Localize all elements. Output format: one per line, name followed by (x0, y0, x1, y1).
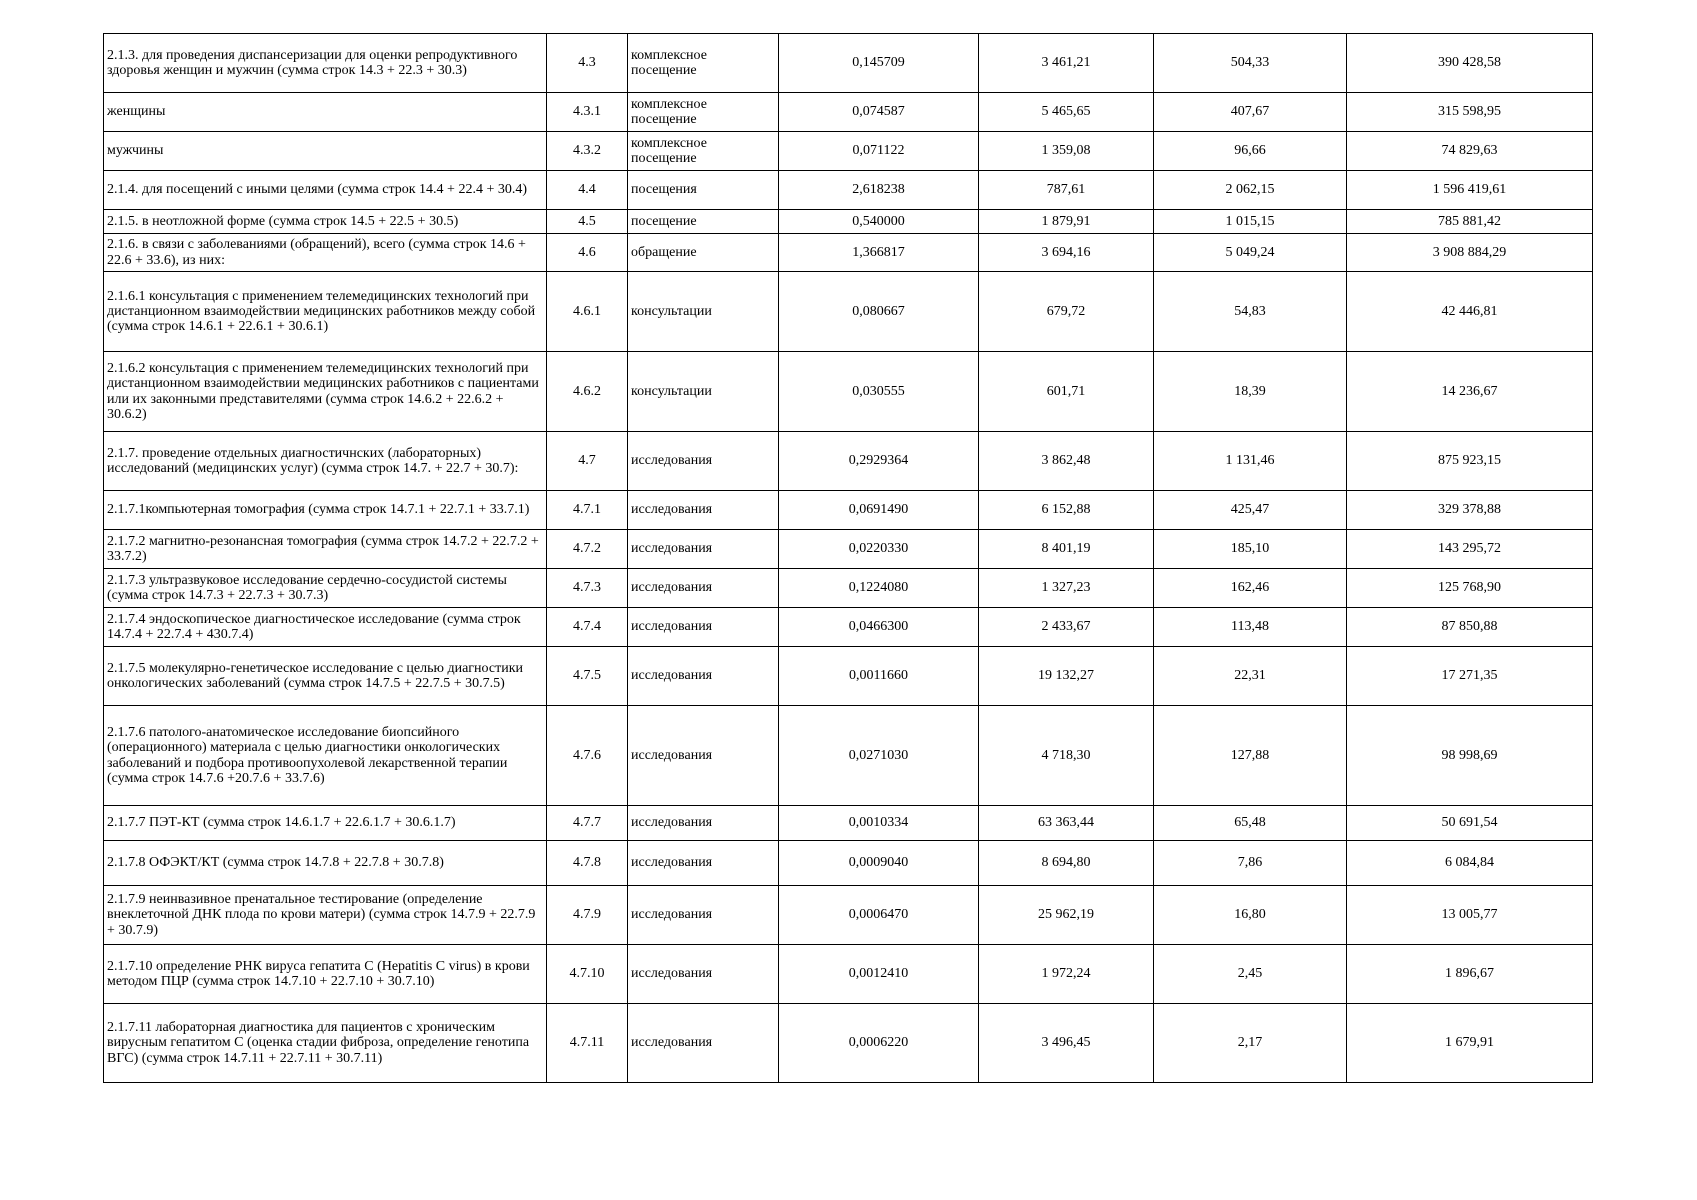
service-name-cell: 2.1.7.5 молекулярно-генетическое исследование с целью диагностики онкологических заболеваний (сумма строк 14.7.5 + 22.7.5 + 30.7.5) (104, 647, 547, 706)
norm-value-cell: 0,080667 (779, 272, 979, 352)
unit-cost-cell: 3 496,45 (979, 1004, 1154, 1083)
service-name-cell: 2.1.6.2 консультация с применением телемедицинских технологий при дистанционном взаимодействии медицинских работников с пациентами или их законными представителями (сумма строк 14.6.2 + 22.6.2 + 30.6.2) (104, 352, 547, 432)
table-row (104, 886, 1593, 945)
per-capita-cell: 407,67 (1154, 93, 1347, 132)
row-number-cell: 4.7.8 (547, 841, 628, 886)
service-name-cell: 2.1.7.9 неинвазивное пренатальное тестирование (определение внеклеточной ДНК плода по крови матери) (сумма строк 14.7.9 + 22.7.9 + 30.7.9) (104, 886, 547, 945)
unit-cost-cell: 8 694,80 (979, 841, 1154, 886)
norm-value-cell: 2,618238 (779, 171, 979, 210)
row-number-cell: 4.7.1 (547, 491, 628, 530)
unit-cell: исследования (628, 491, 779, 530)
total-cost-cell: 143 295,72 (1347, 530, 1593, 569)
total-cost-cell: 74 829,63 (1347, 132, 1593, 171)
norm-value-cell: 0,0012410 (779, 945, 979, 1004)
total-cost-cell: 17 271,35 (1347, 647, 1593, 706)
table-row (104, 171, 1593, 210)
total-cost-cell: 98 998,69 (1347, 706, 1593, 806)
norm-value-cell: 0,0006220 (779, 1004, 979, 1083)
table-row (104, 530, 1593, 569)
row-number-cell: 4.7.5 (547, 647, 628, 706)
unit-cost-cell: 3 862,48 (979, 432, 1154, 491)
service-name-cell: 2.1.7.11 лабораторная диагностика для пациентов с хроническим вирусным гепатитом С (оценка стадии фиброза, определение генотипа ВГС) (сумма строк 14.7.11 + 22.7.11 + 30.7.11) (104, 1004, 547, 1083)
unit-cost-cell: 679,72 (979, 272, 1154, 352)
per-capita-cell: 1 015,15 (1154, 210, 1347, 234)
unit-cost-cell: 63 363,44 (979, 806, 1154, 841)
norm-value-cell: 0,0466300 (779, 608, 979, 647)
total-cost-cell: 1 896,67 (1347, 945, 1593, 1004)
table-row (104, 210, 1593, 234)
table-body (104, 34, 1593, 1083)
service-name-cell: 2.1.5. в неотложной форме (сумма строк 14.5 + 22.5 + 30.5) (104, 210, 547, 234)
row-number-cell: 4.6.2 (547, 352, 628, 432)
table-row (104, 491, 1593, 530)
per-capita-cell: 18,39 (1154, 352, 1347, 432)
unit-cell: посещение (628, 210, 779, 234)
service-name-cell: 2.1.7.2 магнитно-резонансная томография (сумма строк 14.7.2 + 22.7.2 + 33.7.2) (104, 530, 547, 569)
row-number-cell: 4.7.6 (547, 706, 628, 806)
total-cost-cell: 390 428,58 (1347, 34, 1593, 93)
unit-cell: исследования (628, 886, 779, 945)
unit-cost-cell: 2 433,67 (979, 608, 1154, 647)
unit-cost-cell: 1 359,08 (979, 132, 1154, 171)
per-capita-cell: 425,47 (1154, 491, 1347, 530)
unit-cost-cell: 1 972,24 (979, 945, 1154, 1004)
table-row (104, 569, 1593, 608)
norm-value-cell: 0,0011660 (779, 647, 979, 706)
unit-cell: комплексное посещение (628, 93, 779, 132)
total-cost-cell: 42 446,81 (1347, 272, 1593, 352)
norm-value-cell: 0,074587 (779, 93, 979, 132)
row-number-cell: 4.6.1 (547, 272, 628, 352)
unit-cost-cell: 25 962,19 (979, 886, 1154, 945)
per-capita-cell: 65,48 (1154, 806, 1347, 841)
service-name-cell: 2.1.6.1 консультация с применением телемедицинских технологий при дистанционном взаимодействии медицинских работников между собой (сумма строк 14.6.1 + 22.6.1 + 30.6.1) (104, 272, 547, 352)
unit-cell: исследования (628, 1004, 779, 1083)
total-cost-cell: 1 679,91 (1347, 1004, 1593, 1083)
norm-value-cell: 0,0009040 (779, 841, 979, 886)
service-name-cell: 2.1.7. проведение отдельных диагностичнских (лабораторных) исследований (медицинских услуг) (сумма строк 14.7. + 22.7 + 30.7): (104, 432, 547, 491)
service-name-cell: женщины (104, 93, 547, 132)
table-row (104, 234, 1593, 272)
table-row (104, 647, 1593, 706)
unit-cost-cell: 3 694,16 (979, 234, 1154, 272)
unit-cost-cell: 787,61 (979, 171, 1154, 210)
norm-value-cell: 0,2929364 (779, 432, 979, 491)
unit-cell: исследования (628, 432, 779, 491)
per-capita-cell: 113,48 (1154, 608, 1347, 647)
per-capita-cell: 504,33 (1154, 34, 1347, 93)
row-number-cell: 4.7.9 (547, 886, 628, 945)
medical-norms-table (103, 33, 1593, 1083)
norm-value-cell: 0,0220330 (779, 530, 979, 569)
table-row (104, 132, 1593, 171)
unit-cost-cell: 1 879,91 (979, 210, 1154, 234)
unit-cell: исследования (628, 945, 779, 1004)
total-cost-cell: 329 378,88 (1347, 491, 1593, 530)
row-number-cell: 4.7.11 (547, 1004, 628, 1083)
table-row (104, 806, 1593, 841)
total-cost-cell: 875 923,15 (1347, 432, 1593, 491)
row-number-cell: 4.3.1 (547, 93, 628, 132)
per-capita-cell: 2,17 (1154, 1004, 1347, 1083)
service-name-cell: 2.1.7.6 патолого-анатомическое исследование биопсийного (операционного) материала с целью диагностики онкологических заболеваний и подбора противоопухолевой лекарственной терапии (сумма строк 14.7.6 +20.7.6 + 33.7.6) (104, 706, 547, 806)
total-cost-cell: 1 596 419,61 (1347, 171, 1593, 210)
service-name-cell: 2.1.7.7 ПЭТ-КТ (сумма строк 14.6.1.7 + 22.6.1.7 + 30.6.1.7) (104, 806, 547, 841)
per-capita-cell: 16,80 (1154, 886, 1347, 945)
total-cost-cell: 87 850,88 (1347, 608, 1593, 647)
table-row (104, 352, 1593, 432)
total-cost-cell: 50 691,54 (1347, 806, 1593, 841)
unit-cell: консультации (628, 272, 779, 352)
unit-cost-cell: 19 132,27 (979, 647, 1154, 706)
row-number-cell: 4.7.2 (547, 530, 628, 569)
document-page (103, 33, 1592, 1083)
norm-value-cell: 0,071122 (779, 132, 979, 171)
row-number-cell: 4.7.10 (547, 945, 628, 1004)
total-cost-cell: 785 881,42 (1347, 210, 1593, 234)
service-name-cell: 2.1.7.8 ОФЭКТ/КТ (сумма строк 14.7.8 + 22.7.8 + 30.7.8) (104, 841, 547, 886)
table-row (104, 608, 1593, 647)
service-name-cell: 2.1.4. для посещений с иными целями (сумма строк 14.4 + 22.4 + 30.4) (104, 171, 547, 210)
per-capita-cell: 127,88 (1154, 706, 1347, 806)
norm-value-cell: 0,0010334 (779, 806, 979, 841)
norm-value-cell: 0,145709 (779, 34, 979, 93)
norm-value-cell: 0,0006470 (779, 886, 979, 945)
per-capita-cell: 185,10 (1154, 530, 1347, 569)
unit-cost-cell: 1 327,23 (979, 569, 1154, 608)
unit-cost-cell: 5 465,65 (979, 93, 1154, 132)
total-cost-cell: 13 005,77 (1347, 886, 1593, 945)
per-capita-cell: 96,66 (1154, 132, 1347, 171)
per-capita-cell: 5 049,24 (1154, 234, 1347, 272)
service-name-cell: 2.1.3. для проведения диспансеризации для оценки репродуктивного здоровья женщин и мужчин (сумма строк 14.3 + 22.3 + 30.3) (104, 34, 547, 93)
table-row (104, 706, 1593, 806)
unit-cost-cell: 4 718,30 (979, 706, 1154, 806)
unit-cost-cell: 3 461,21 (979, 34, 1154, 93)
service-name-cell: мужчины (104, 132, 547, 171)
table-row (104, 93, 1593, 132)
norm-value-cell: 0,540000 (779, 210, 979, 234)
total-cost-cell: 6 084,84 (1347, 841, 1593, 886)
row-number-cell: 4.7 (547, 432, 628, 491)
table-row (104, 432, 1593, 491)
unit-cell: комплексное посещение (628, 34, 779, 93)
per-capita-cell: 2 062,15 (1154, 171, 1347, 210)
table-row (104, 841, 1593, 886)
unit-cost-cell: 6 152,88 (979, 491, 1154, 530)
unit-cell: консультации (628, 352, 779, 432)
unit-cell: исследования (628, 608, 779, 647)
unit-cell: исследования (628, 841, 779, 886)
row-number-cell: 4.5 (547, 210, 628, 234)
unit-cell: исследования (628, 647, 779, 706)
service-name-cell: 2.1.7.3 ультразвуковое исследование сердечно-сосудистой системы (сумма строк 14.7.3 + 22.7.3 + 30.7.3) (104, 569, 547, 608)
norm-value-cell: 0,1224080 (779, 569, 979, 608)
service-name-cell: 2.1.7.10 определение РНК вируса гепатита С (Hepatitis C virus) в крови методом ПЦР (сумма строк 14.7.10 + 22.7.10 + 30.7.10) (104, 945, 547, 1004)
service-name-cell: 2.1.6. в связи с заболеваниями (обращений), всего (сумма строк 14.6 + 22.6 + 33.6), из них: (104, 234, 547, 272)
unit-cell: исследования (628, 706, 779, 806)
row-number-cell: 4.7.3 (547, 569, 628, 608)
unit-cell: исследования (628, 806, 779, 841)
unit-cost-cell: 8 401,19 (979, 530, 1154, 569)
service-name-cell: 2.1.7.4 эндоскопическое диагностическое исследование (сумма строк 14.7.4 + 22.7.4 + 430.7.4) (104, 608, 547, 647)
unit-cell: исследования (628, 569, 779, 608)
total-cost-cell: 315 598,95 (1347, 93, 1593, 132)
norm-value-cell: 0,0691490 (779, 491, 979, 530)
table-row (104, 272, 1593, 352)
total-cost-cell: 3 908 884,29 (1347, 234, 1593, 272)
per-capita-cell: 2,45 (1154, 945, 1347, 1004)
row-number-cell: 4.6 (547, 234, 628, 272)
total-cost-cell: 125 768,90 (1347, 569, 1593, 608)
per-capita-cell: 22,31 (1154, 647, 1347, 706)
unit-cell: комплексное посещение (628, 132, 779, 171)
norm-value-cell: 0,0271030 (779, 706, 979, 806)
row-number-cell: 4.7.7 (547, 806, 628, 841)
service-name-cell: 2.1.7.1компьютерная томография (сумма строк 14.7.1 + 22.7.1 + 33.7.1) (104, 491, 547, 530)
table-row (104, 1004, 1593, 1083)
norm-value-cell: 0,030555 (779, 352, 979, 432)
unit-cell: обращение (628, 234, 779, 272)
row-number-cell: 4.4 (547, 171, 628, 210)
per-capita-cell: 54,83 (1154, 272, 1347, 352)
row-number-cell: 4.3 (547, 34, 628, 93)
per-capita-cell: 162,46 (1154, 569, 1347, 608)
unit-cost-cell: 601,71 (979, 352, 1154, 432)
unit-cell: исследования (628, 530, 779, 569)
per-capita-cell: 1 131,46 (1154, 432, 1347, 491)
row-number-cell: 4.7.4 (547, 608, 628, 647)
unit-cell: посещения (628, 171, 779, 210)
table-row (104, 945, 1593, 1004)
total-cost-cell: 14 236,67 (1347, 352, 1593, 432)
row-number-cell: 4.3.2 (547, 132, 628, 171)
norm-value-cell: 1,366817 (779, 234, 979, 272)
per-capita-cell: 7,86 (1154, 841, 1347, 886)
table-row (104, 34, 1593, 93)
